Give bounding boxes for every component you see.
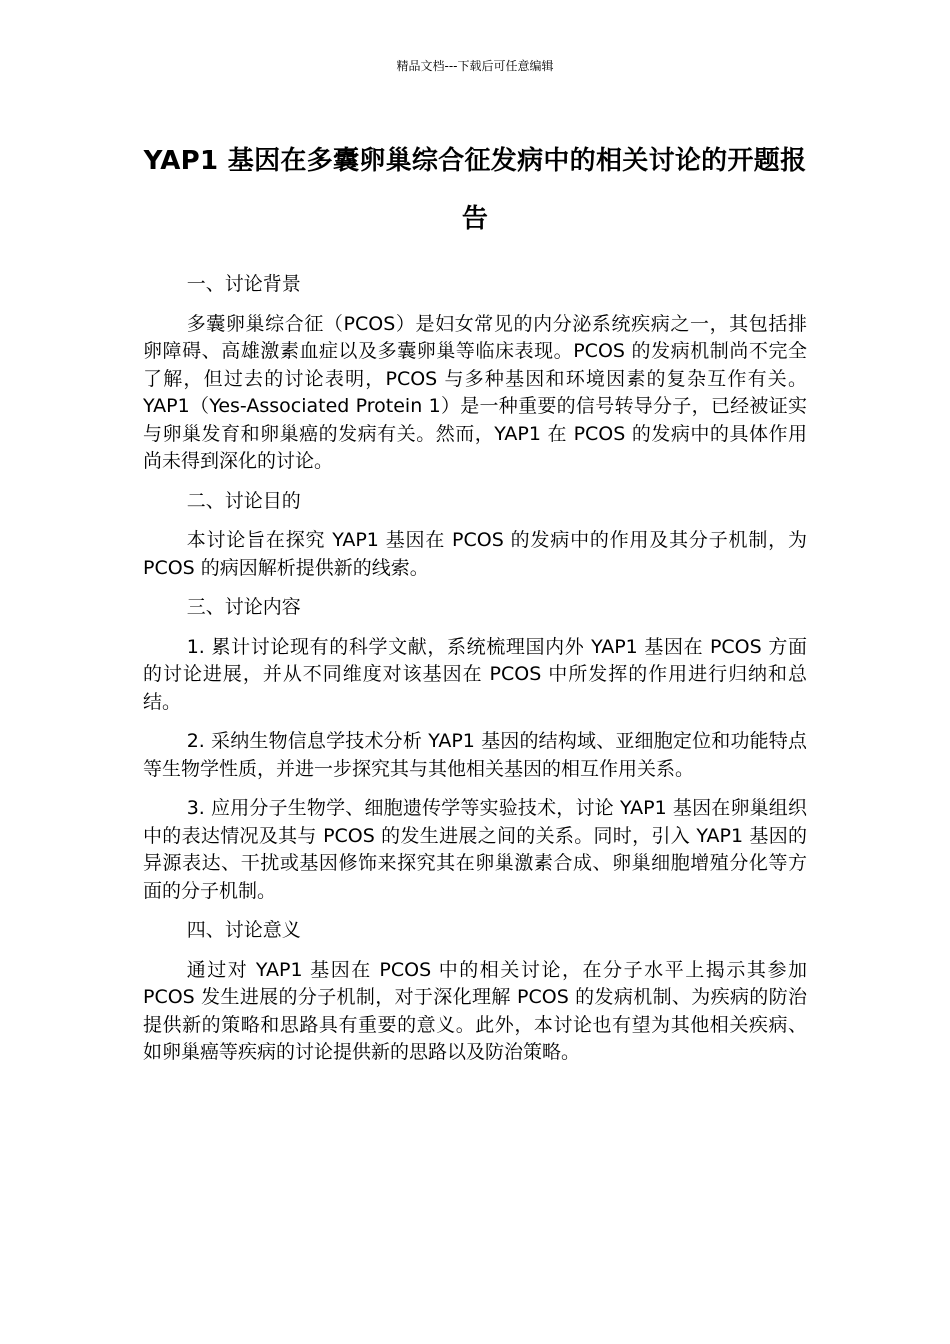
- paragraph-background: 多囊卵巢综合征（PCOS）是妇女常见的内分泌系统疾病之一，其包括排卵障碍、高雄激素血症以及多囊卵巢等临床表现。PCOS 的发病机制尚不完全了解，但过去的讨论表明，PCOS 与多种基因和环境因素的复杂互作有关。YAP1（Yes-Associated Protein 1）是一种重要的信号转导分子，已经被证实与卵巢发育和卵巢癌的发病有关。然而，YAP1 在 PCOS 的发病中的具体作用尚未得到深化的讨论。: [143, 312, 807, 472]
- document-title: YAP1 基因在多囊卵巢综合征发病中的相关讨论的开题报告: [143, 146, 807, 234]
- page-header: 精品文档---下载后可任意编辑: [396, 59, 554, 73]
- paragraph-content-item-2: 2. 采纳生物信息学技术分析 YAP1 基因的结构域、亚细胞定位和功能特点等生物学性质，并进一步探究其与其他相关基因的相互作用关系。: [143, 730, 807, 780]
- section-heading-purpose: 二、讨论目的: [186, 489, 301, 512]
- paragraph-purpose: 本讨论旨在探究 YAP1 基因在 PCOS 的发病中的作用及其分子机制，为 PCOS 的病因解析提供新的线索。: [143, 529, 807, 579]
- section-heading-significance: 四、讨论意义: [186, 919, 301, 941]
- paragraph-content-item-1: 1. 累计讨论现有的科学文献，系统梳理国内外 YAP1 基因在 PCOS 方面的讨论进展，并从不同维度对该基因在 PCOS 中所发挥的作用进行归纳和总结。: [143, 635, 807, 713]
- section-heading-content: 三、讨论内容: [186, 596, 301, 618]
- paragraph-content-item-3: 3. 应用分子生物学、细胞遗传学等实验技术，讨论 YAP1 基因在卵巢组织中的表达情况及其与 PCOS 的发生进展之间的关系。同时，引入 YAP1 基因的异源表达、干扰或基因修饰来探究其在卵巢激素合成、卵巢细胞增殖分化等方面的分子机制。: [143, 797, 807, 902]
- paragraph-significance: 通过对 YAP1 基因在 PCOS 中的相关讨论，在分子水平上揭示其参加 PCOS 发生进展的分子机制，对于深化理解 PCOS 的发病机制、为疾病的防治提供新的策略和思路具有重要的意义。此外，本讨论也有望为其他相关疾病、如卵巢癌等疾病的讨论提供新的思路以及防治策略。: [143, 958, 807, 1063]
- document-body: [143, 271, 807, 1079]
- section-heading-background: 一、讨论背景: [186, 273, 301, 295]
